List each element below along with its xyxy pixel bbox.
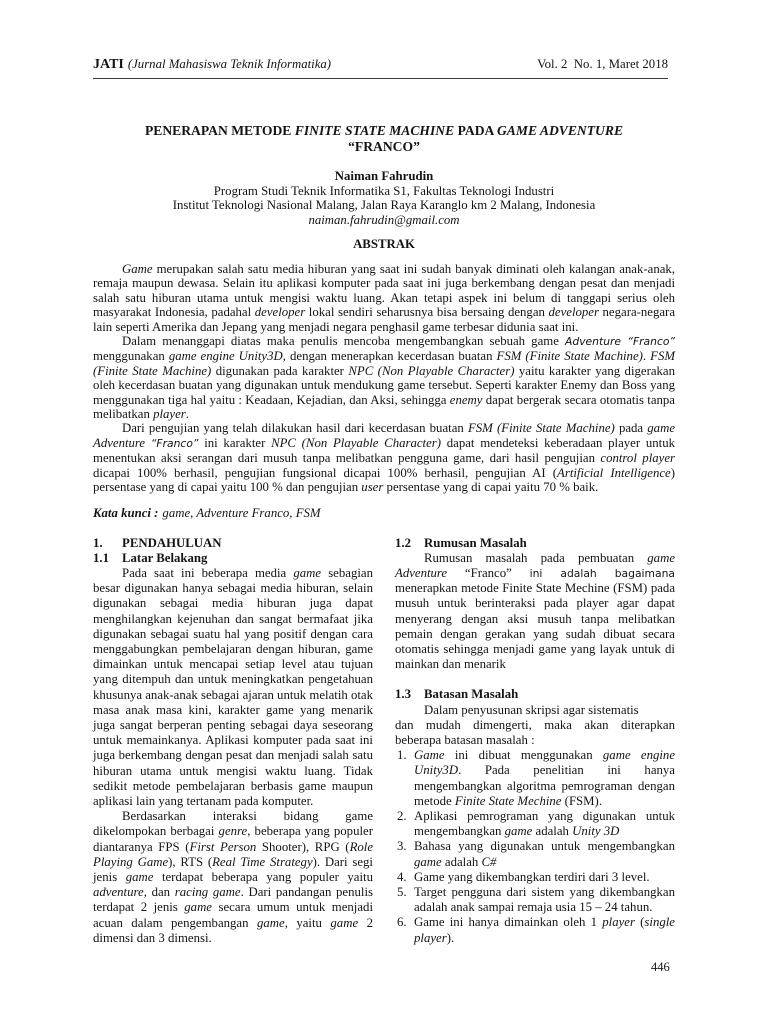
italic-text-run: game Adventure: [395, 550, 675, 580]
list-item-text: [414, 839, 675, 869]
text-run: Shooter), RPG (: [256, 839, 350, 854]
text-run: “Franco”: [447, 565, 530, 580]
list-item-text: [414, 885, 675, 915]
italic-text-run: game: [414, 854, 442, 869]
italic-text-run: single player: [414, 915, 675, 945]
text-run: ini karakter: [198, 435, 272, 450]
abstract-paragraph: [93, 334, 675, 421]
affiliation-line-2: Institut Teknologi Nasional Malang, Jalan Raya Karanglo km 2 Malang, Indonesia: [172, 198, 596, 212]
page-number: 446: [651, 960, 670, 974]
text-run: PENERAPAN METODE: [144, 123, 295, 138]
author-name: Naiman Fahrudin: [334, 169, 434, 183]
list-item: [395, 885, 675, 915]
list-item: [395, 915, 675, 945]
text-run: yaitu karakter yang digerakan oleh kecerdasan buatan yang digunakan untuk mendukung game tersebut. Seperti karakter Enemy dan Boss yang menggunakan tiga hal yaitu : Keadaan, Kejadian, dan Aksi, sehingga: [93, 363, 676, 407]
paper-title: [93, 123, 675, 155]
text-run: Target pengguna dari sistem yang dikembangkan adalah anak sampai remaja usia 15 – 24 tahun.: [414, 884, 675, 915]
body-paragraph: [93, 566, 373, 809]
text-run: , dengan menerapkan kecerdasan buatan: [282, 349, 497, 364]
left-column: [93, 536, 373, 946]
title-line-1: [93, 123, 675, 139]
section-title: Rumusan Masalah: [424, 535, 527, 550]
italic-text-run: GAME ADVENTURE: [496, 123, 624, 138]
text-run: ), RTS (: [168, 854, 213, 869]
italic-text-run: game: [504, 824, 533, 839]
title-line-2: “FRANCO”: [348, 139, 420, 154]
italic-text-run: game: [125, 869, 154, 884]
italic-text-run: Finite State Mechine: [454, 793, 562, 808]
italic-text-run: NPC (Non Playable Character): [348, 363, 515, 378]
text-run: lokal sendiri seharusnya bisa bersaing dengan: [305, 305, 549, 320]
text-run: 2 dimensi dan 3 dimensi.: [93, 915, 373, 945]
text-run: menerapkan metode Finite State Mechine (FSM) pada musuh untuk berinteraksi pada player agar dapat menyerang dengan aksi musuh tanpa melibatkan pemain dengan gerakan yang sudah dibuat secara otomatis sehingga menjadi game yang layak untuk di mainkan dan menarik: [395, 581, 675, 672]
text-run: PADA: [454, 123, 497, 138]
italic-text-run: Unity 3D: [572, 824, 620, 839]
list-item-text: [414, 870, 675, 885]
list-item: [395, 839, 675, 869]
text-run: Dalam menanggapi diatas maka penulis mencoba mengembangkan sebuah game: [122, 334, 566, 349]
italic-text-run: game: [256, 915, 285, 930]
list-item: [395, 870, 675, 885]
italic-text-run: game engine Unity3D: [168, 349, 283, 364]
text-run: sebagian besar digunakan hanya sebagai media hiburan, selain digunakan sebagai media hiburan juga dapat menghilangkan kejenuhan dan sangat bermafaat jika digunakan sebagai suatu hal yang positif dengan cara menggabungkan pembelajaran dengan hiburan, game dimainkan untuk mencapai setiap level atau tujuan yang ditempuh dan untuk meningkatkan pengetahuan khusunya anak-anak sebagai ajaran untuk melatih otak masa anak masa kini, karakter game yang menarik juga sangat berperan penting sebagai daya seseorang untuk memainkanya. Aplikasi komputer pada saat ini juga berkembang dengan pesat dan menjadi salah satu hiburan utama untuk mengisi waktu luang. Tidak sedikit metode pembelajaran berbasis game maupun aplikasi lain yang tertanam pada komputer.: [93, 565, 374, 808]
section-title: Latar Belakang: [122, 550, 208, 565]
text-run: negara-negara lain seperti Amerika dan Jepang yang menjadi negara penghasil game terbesar didunia saat ini.: [93, 305, 675, 334]
section-number: 1.1: [93, 550, 109, 565]
italic-text-run: game: [184, 900, 212, 915]
list-marker: 2.: [397, 808, 407, 823]
text-run: terdapat beberapa yang populer yaitu: [153, 869, 373, 884]
text-run: menggunakan: [93, 349, 169, 364]
italic-text-run: user: [361, 480, 384, 495]
subsection-heading-batasan-masalah: [395, 687, 675, 702]
abstract-paragraph: [93, 421, 675, 494]
italic-text-run: Real Time Strategy: [212, 854, 313, 869]
list-item-text: [414, 809, 675, 839]
list-marker: 3.: [397, 839, 407, 854]
italic-text-run: player: [153, 407, 186, 422]
list-item: [395, 809, 675, 839]
section-heading-pendahuluan: [93, 536, 373, 551]
italic-text-run: C#: [481, 854, 497, 869]
intro-line-1: Dalam penyusunan skripsi agar sistematis: [424, 702, 639, 717]
journal-title: [93, 56, 331, 73]
section-number: 1.2: [395, 535, 411, 550]
list-marker: 6.: [397, 915, 407, 930]
section-number: 1.3: [395, 687, 411, 702]
main-content: [93, 262, 675, 946]
text-run: , yaitu: [284, 915, 331, 930]
issue-info: Vol. 2 No. 1, Maret 2018: [537, 57, 668, 71]
list-item: [395, 748, 675, 809]
italic-text-run: racing game: [174, 885, 241, 900]
section-number: 1.: [93, 535, 103, 550]
text-run: Pada saat ini beberapa media: [122, 565, 294, 580]
text-run: ini adalah bagaimana: [529, 566, 676, 580]
text-run: Dari pengujian yang telah dilakukan hasil dari kecerdasan buatan: [122, 421, 468, 436]
italic-text-run: FSM (Finite State Machine): [467, 421, 615, 436]
italic-text-run: genre: [218, 824, 248, 839]
italic-text-run: FSM (Finite State Machine): [496, 349, 643, 364]
text-run: .: [185, 407, 189, 422]
text-run: Aplikasi pemrograman yang digunakan untuk mengembangkan: [414, 808, 675, 839]
text-run: (: [634, 915, 645, 930]
keywords-line: [93, 506, 675, 521]
italic-text-run: player: [602, 915, 635, 930]
italic-text-run: game engine Unity3D: [414, 748, 675, 778]
text-run: ).: [446, 930, 455, 945]
two-column-body: [93, 536, 675, 946]
text-run: ini dibuat menggunakan: [444, 748, 603, 763]
italic-text-run: developer: [254, 305, 306, 320]
text-run: adalah: [532, 824, 573, 839]
text-run: persentase yang di capai yaitu 70 % baik.: [383, 480, 599, 495]
italic-text-run: “Franco”: [150, 436, 199, 450]
text-run: dapat bergerak secara otomatis tanpa melibatkan: [93, 392, 675, 422]
italic-text-run: adventure: [93, 885, 144, 900]
text-run: digunakan pada karakter: [211, 363, 349, 378]
text-run: Game yang dikembangkan terdiri dari 3 level.: [414, 869, 650, 884]
text-run: secara umum untuk menjadi acuan dalam pengembangan: [93, 900, 373, 930]
italic-text-run: First Person: [189, 839, 257, 854]
intro-line-rest: dan mudah dimengerti, maka akan diterapkan beberapa batasan masalah :: [395, 717, 675, 747]
italic-text-run: FINITE STATE MACHINE: [294, 123, 455, 138]
text-run: ). Dari segi jenis: [93, 854, 373, 884]
italic-text-run: Game: [414, 748, 445, 763]
body-paragraph: [93, 809, 373, 946]
italic-text-run: NPC (Non Playable Character): [271, 435, 442, 450]
list-marker: 4.: [397, 869, 407, 884]
author-block: [93, 169, 675, 227]
text-run: merupakan salah satu media hiburan yang saat ini sudah banyak diminati oleh kalangan anak-anak, remaja maupun dewasa. Selain itu aplikasi komputer pada saat ini juga berkembang dengan pesat dan menjadi salah satu hiburan utama untuk mengisi waktu luang. Akan tetapi aspek ini belum di tanggapi serius oleh masyarakat Indonesia, padahal: [93, 262, 675, 320]
italic-text-run: game: [293, 565, 322, 580]
italic-text-run: enemy: [449, 392, 483, 407]
keywords-text: game, Adventure Franco, FSM: [162, 505, 321, 520]
text-run: adalah: [441, 854, 482, 869]
text-run: , dan: [143, 885, 175, 900]
section-title: PENDAHULUAN: [122, 535, 222, 550]
text-run: , beberapa yang populer diantaranya FPS (: [93, 824, 373, 854]
text-run: (FSM).: [561, 793, 603, 808]
body-paragraph: [395, 551, 675, 673]
journal-name: (Jurnal Mahasiswa Teknik Informatika): [127, 57, 332, 71]
italic-text-run: Game: [122, 262, 153, 276]
list-item-text: [414, 748, 675, 809]
subsection-heading-latar-belakang: [93, 551, 373, 566]
list-item-text: [414, 915, 675, 945]
list-marker: 1.: [397, 748, 407, 763]
text-run: dicapai 100% berhasil, pengujian fungsional dicapai 100% berhasil, pengujian AI (: [93, 465, 558, 480]
section-title: Batasan Masalah: [424, 687, 519, 702]
text-run: dapat mendeteksi keberadaan player untuk menentukan aksi serangan dari musuh tanpa melibatkan pengguna game, dari hasil pengujian: [93, 435, 675, 466]
abstract-body: [93, 262, 675, 495]
running-header: [93, 56, 668, 79]
italic-text-run: Artificial Intelligence: [557, 465, 671, 480]
text-run: ) persentase yang di capai yaitu 100 % dan pengujian: [93, 465, 675, 495]
text-run: Berdasarkan interaksi bidang game dikelompokan berbagai: [93, 809, 373, 839]
text-run: .: [642, 349, 651, 364]
batasan-list: [395, 748, 675, 946]
text-run: . Pada penelitian ini hanya mengembangkan algoritma pemrograman dengan metode: [414, 763, 675, 808]
italic-text-run: FSM (Finite State Machine): [93, 349, 676, 378]
text-run: . Dari pandangan penulis terdapat 2 jenis: [93, 885, 374, 915]
italic-text-run: game: [330, 915, 359, 930]
text-run: pada: [614, 421, 648, 436]
author-email: naiman.fahrudin@gmail.com: [308, 212, 460, 227]
right-column: [395, 536, 675, 946]
text-run: Rumusan masalah pada pembuatan: [424, 550, 648, 565]
italic-text-run: Adventure “Franco”: [565, 335, 675, 349]
italic-text-run: developer: [548, 305, 599, 320]
text-run: Game ini hanya dimainkan oleh 1: [414, 915, 603, 930]
keywords-label: Kata kunci :: [93, 505, 159, 520]
abstract-paragraph: [93, 262, 675, 334]
journal-abbreviation: JATI: [93, 57, 124, 72]
italic-text-run: game Adventure: [93, 421, 675, 450]
affiliation-line-1: Program Studi Teknik Informatika S1, Fakultas Teknologi Industri: [213, 183, 555, 198]
abstract-heading: ABSTRAK: [353, 237, 415, 251]
italic-text-run: Role Playing Game: [93, 839, 374, 869]
list-marker: 5.: [397, 884, 407, 899]
italic-text-run: control player: [600, 451, 675, 466]
body-paragraph: [395, 703, 675, 749]
subsection-heading-rumusan-masalah: [395, 536, 675, 551]
text-run: Bahasa yang digunakan untuk mengembangkan: [414, 839, 675, 854]
